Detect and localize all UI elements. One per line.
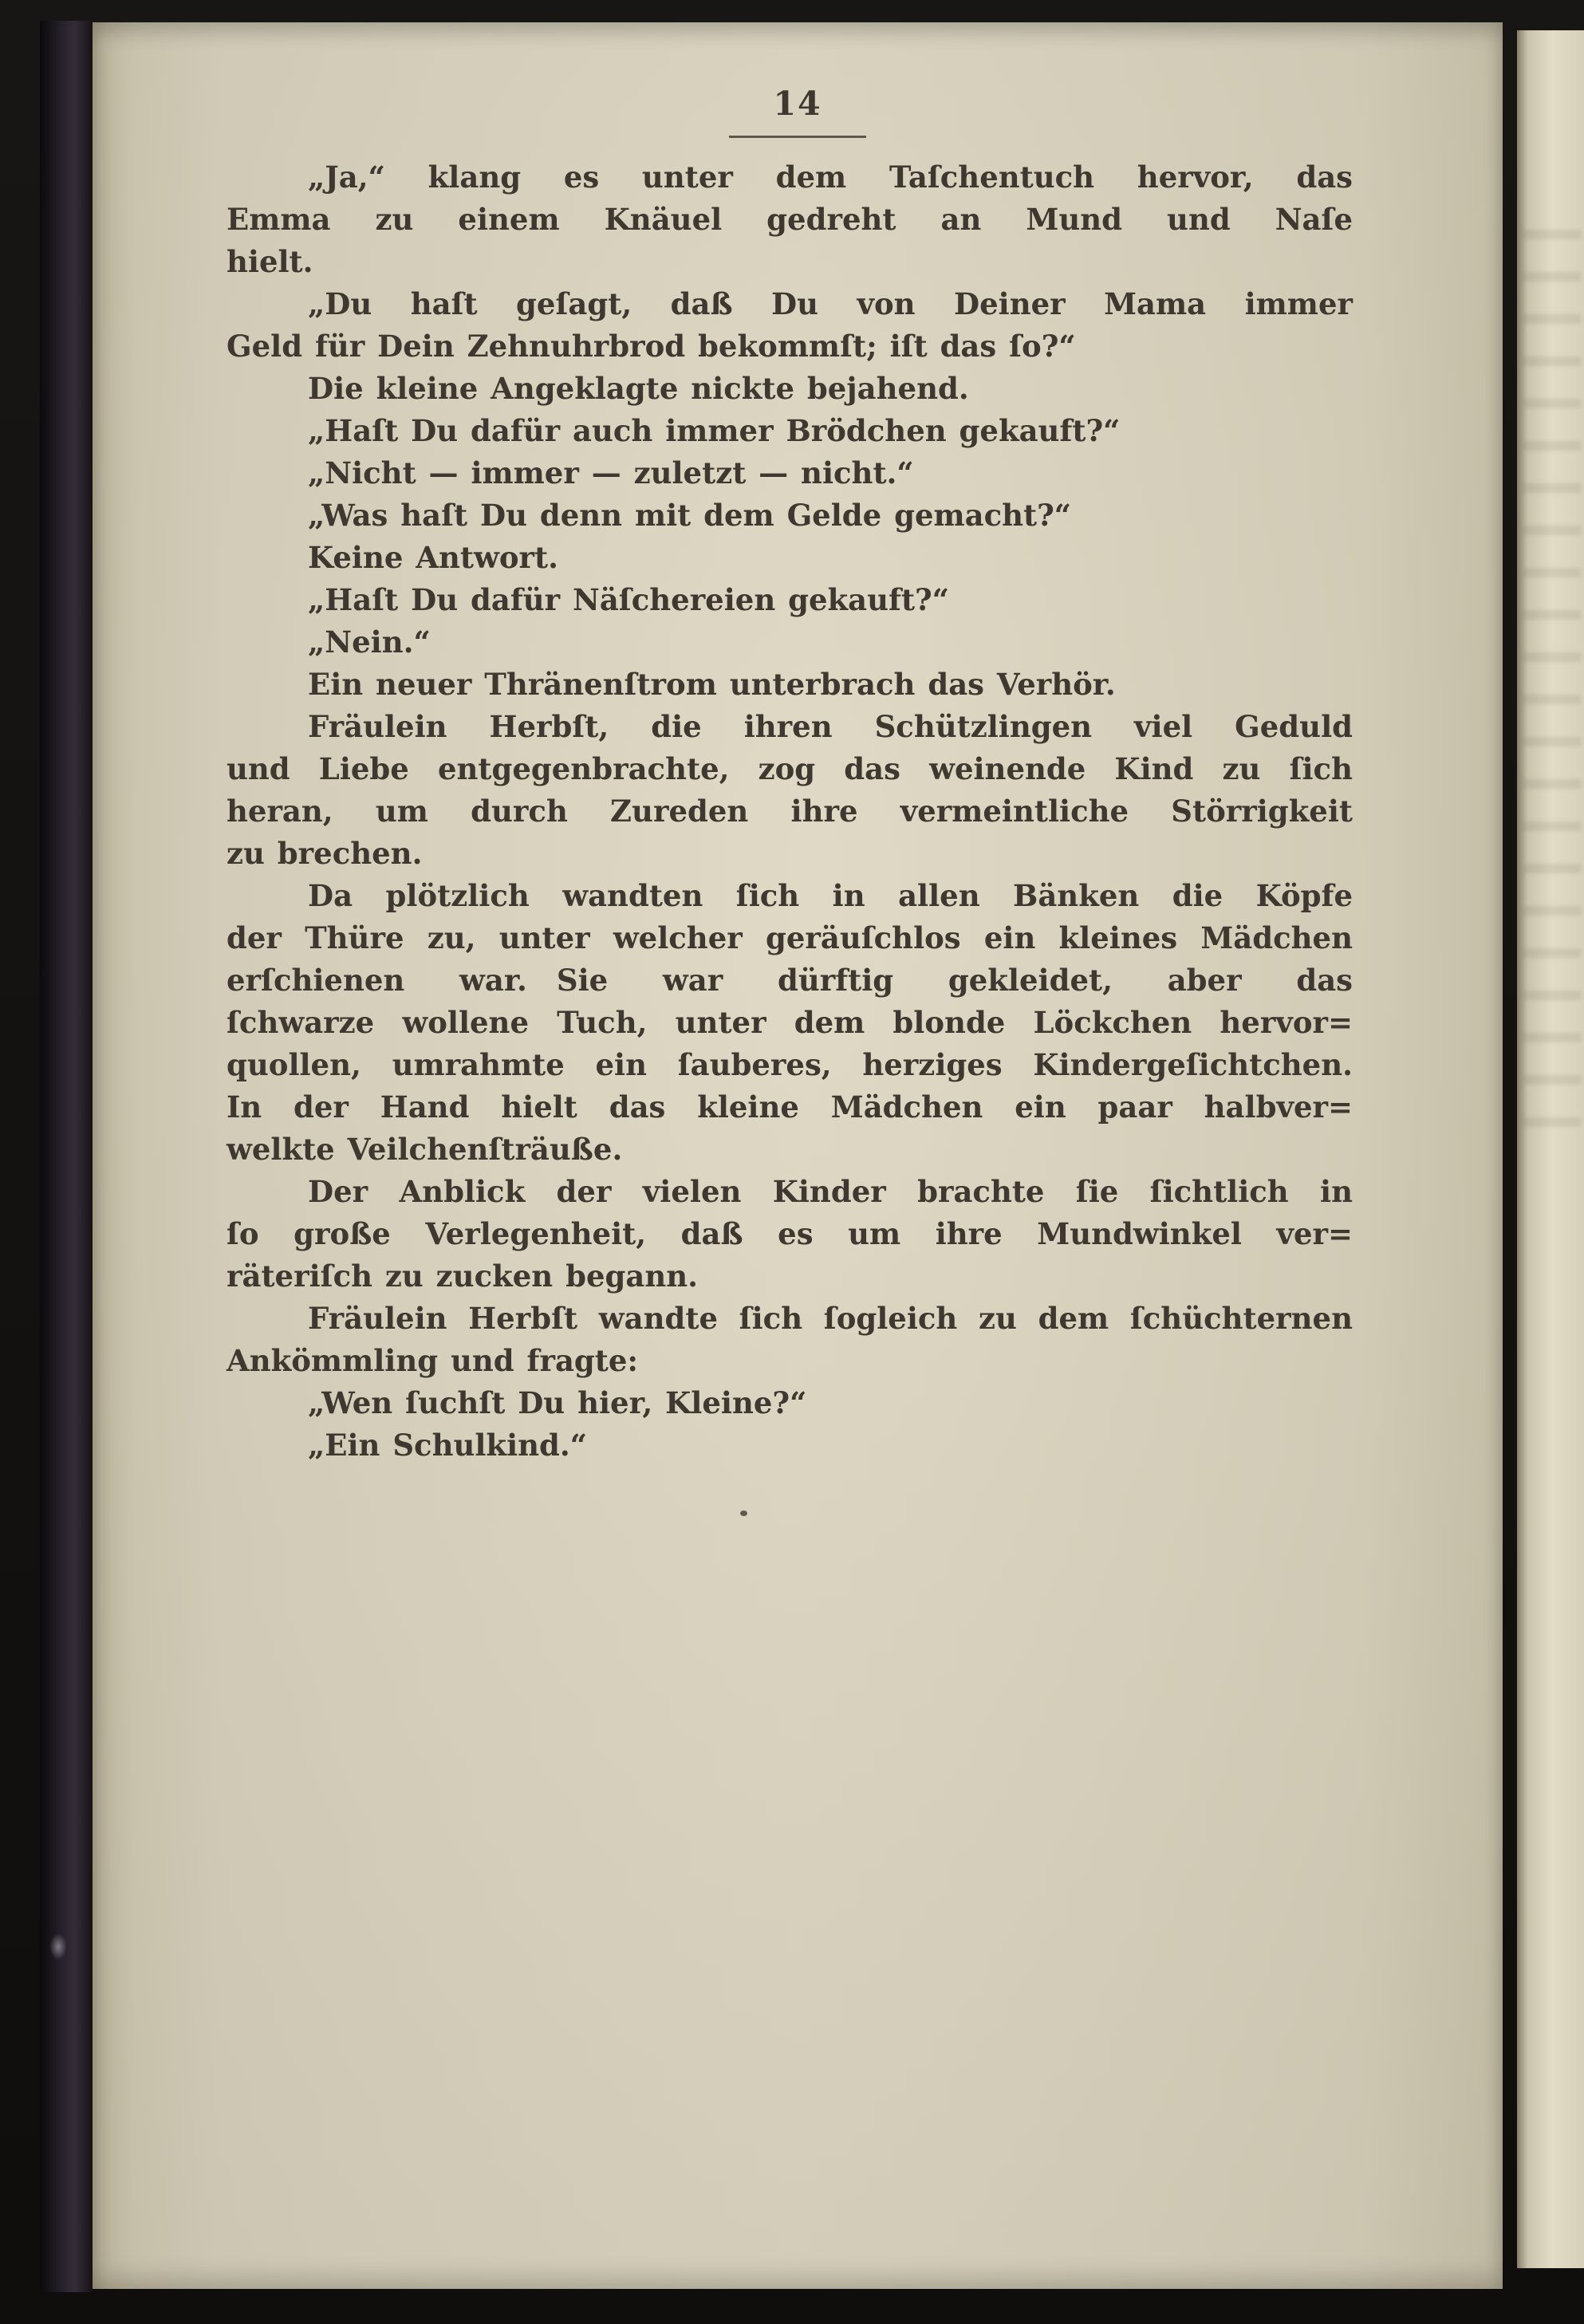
text-line: Fräulein Herbſt, die ihren Schützlingen viel Geduld [308, 709, 1353, 744]
text-line: erſchienen war. Sie war dürftig gekleidet, aber das [227, 963, 1353, 998]
text-line: „Nicht — immer — zuletzt — nicht.“ [308, 455, 914, 490]
text-line: Geld für Dein Zehnuhrbrod bekommſt; iſt das ſo?“ [227, 329, 1076, 364]
text-line: hielt. [227, 244, 313, 279]
text-line: welkte Veilchenſträuße. [227, 1132, 623, 1167]
text-line: „Du haſt geſagt, daß Du von Deiner Mama immer [308, 286, 1353, 321]
text-line: Emma zu einem Knäuel gedreht an Mund und Naſe [227, 202, 1353, 237]
text-line: Keine Antwort. [308, 540, 558, 575]
text-line: „Nein.“ [308, 624, 431, 660]
adjacent-page-sliver [1517, 30, 1584, 2268]
text-line: zu brechen. [227, 836, 423, 871]
page-number-rule [729, 136, 866, 138]
text-line: Ankömmling und fragte: [227, 1343, 639, 1378]
text-line: Fräulein Herbſt wandte ſich ſogleich zu dem ſchüchternen [308, 1301, 1353, 1336]
page-number: 14 [773, 85, 822, 123]
ink-speck [740, 1511, 747, 1516]
text-line: Ein neuer Thränenſtrom unterbrach das Verhör. [308, 667, 1116, 702]
text-line: Da plötzlich wandten ſich in allen Bänken die Köpfe [308, 878, 1353, 913]
text-line: und Liebe entgegenbrachte, zog das weinende Kind zu ſich [227, 751, 1353, 786]
text-line: quollen, umrahmte ein ſauberes, herziges Kindergeſichtchen. [227, 1047, 1353, 1082]
text-line: „Haſt Du dafür auch immer Brödchen gekauft?“ [308, 413, 1121, 448]
text-line: ſo große Verlegenheit, daß es um ihre Mundwinkel ver= [227, 1216, 1353, 1251]
text-line: In der Hand hielt das kleine Mädchen ein paar halbver= [227, 1089, 1353, 1125]
text-line: Die kleine Angeklagte nickte bejahend. [308, 371, 969, 406]
spine-speck-stain [49, 1933, 67, 1960]
text-line: der Thüre zu, unter welcher geräuſchlos ein kleines Mädchen [227, 920, 1353, 955]
text-line: „Ein Schulkind.“ [308, 1428, 588, 1463]
text-line: räteriſch zu zucken begann. [227, 1259, 699, 1294]
page-text [227, 156, 1353, 1467]
book-page [93, 22, 1503, 2289]
text-line: „Ja,“ klang es unter dem Taſchentuch hervor, das [308, 160, 1353, 195]
text-line: „Haſt Du dafür Näſchereien gekauft?“ [308, 582, 949, 617]
text-line: „Was haſt Du denn mit dem Gelde gemacht?“ [308, 498, 1072, 533]
text-line: Der Anblick der vielen Kinder brachte ſie ſichtlich in [308, 1174, 1353, 1209]
text-line: „Wen ſuchſt Du hier, Kleine?“ [308, 1385, 807, 1420]
text-line: ſchwarze wollene Tuch, unter dem blonde Löckchen hervor= [227, 1005, 1353, 1040]
text-line: heran, um durch Zureden ihre vermeintliche Störrigkeit [227, 794, 1353, 829]
